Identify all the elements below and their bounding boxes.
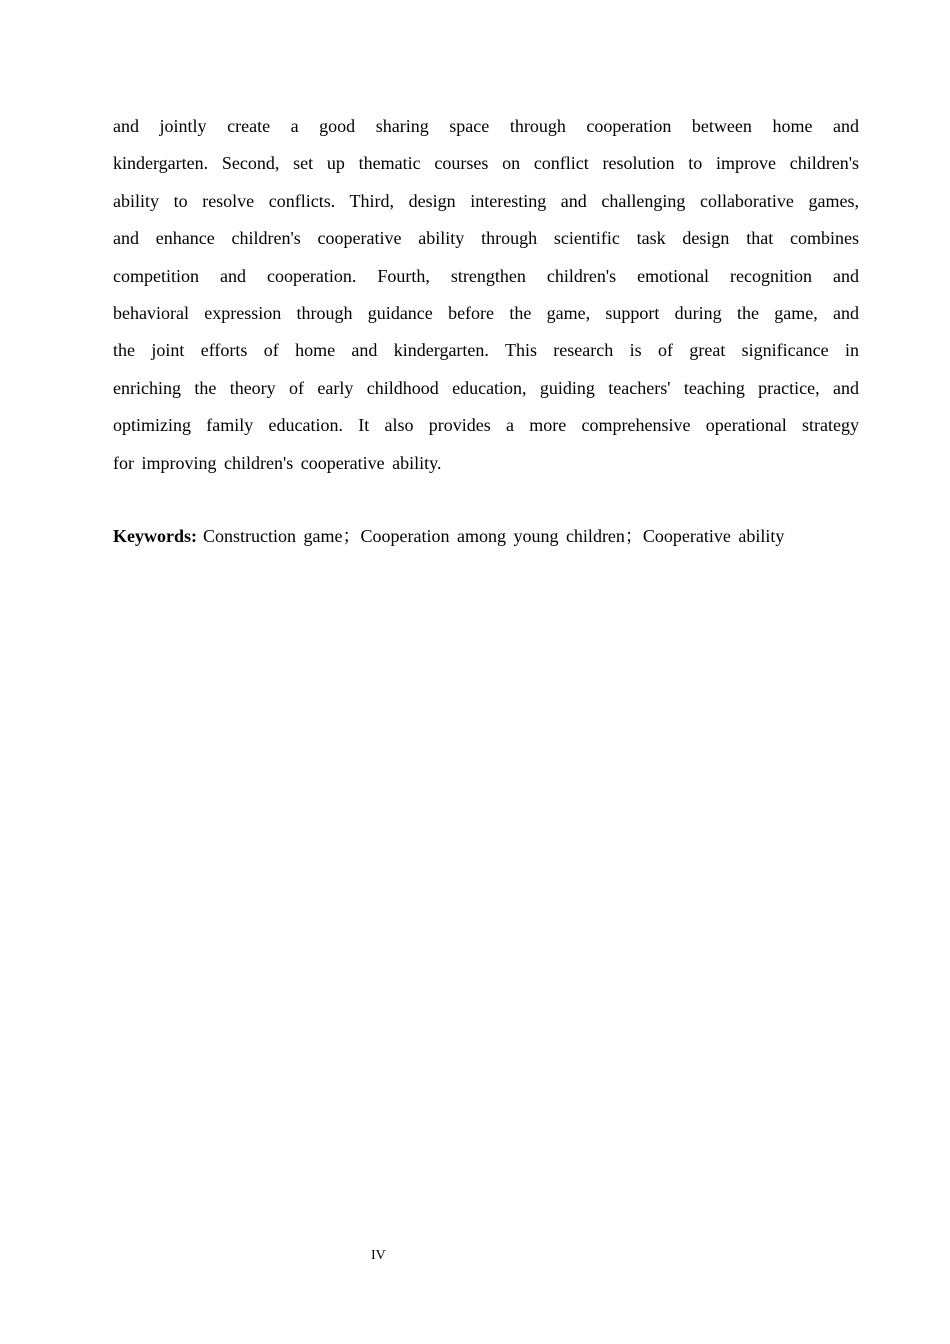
keywords-label: Keywords: <box>113 526 197 546</box>
paragraph-line: for improving children's cooperative ability. <box>113 452 442 473</box>
paragraph-line: and jointly create a good sharing space through cooperation between home and <box>113 116 859 136</box>
paragraph-line: kindergarten. Second, set up thematic courses on conflict resolution to improve children's <box>113 153 859 174</box>
keywords-text: Construction game；Cooperation among young children；Cooperative ability <box>203 526 785 546</box>
abstract-paragraph <box>113 108 859 482</box>
paragraph-line: the joint efforts of home and kindergarten. This research is of great significance in <box>113 340 859 361</box>
paragraph-line: ability to resolve conflicts. Third, design interesting and challenging collaborative games, <box>113 190 859 211</box>
paragraph-line: optimizing family education. It also provides a more comprehensive operational strategy <box>113 415 859 436</box>
page-number: IV <box>371 1248 386 1263</box>
paragraph-line: behavioral expression through guidance before the game, support during the game, and <box>113 302 859 323</box>
paragraph-line: enriching the theory of early childhood education, guiding teachers' teaching practice, and <box>113 377 859 398</box>
keywords-line <box>113 519 873 553</box>
paragraph-line: competition and cooperation. Fourth, strengthen children's emotional recognition and <box>113 265 859 286</box>
paragraph-line: and enhance children's cooperative ability through scientific task design that combines <box>113 228 859 249</box>
